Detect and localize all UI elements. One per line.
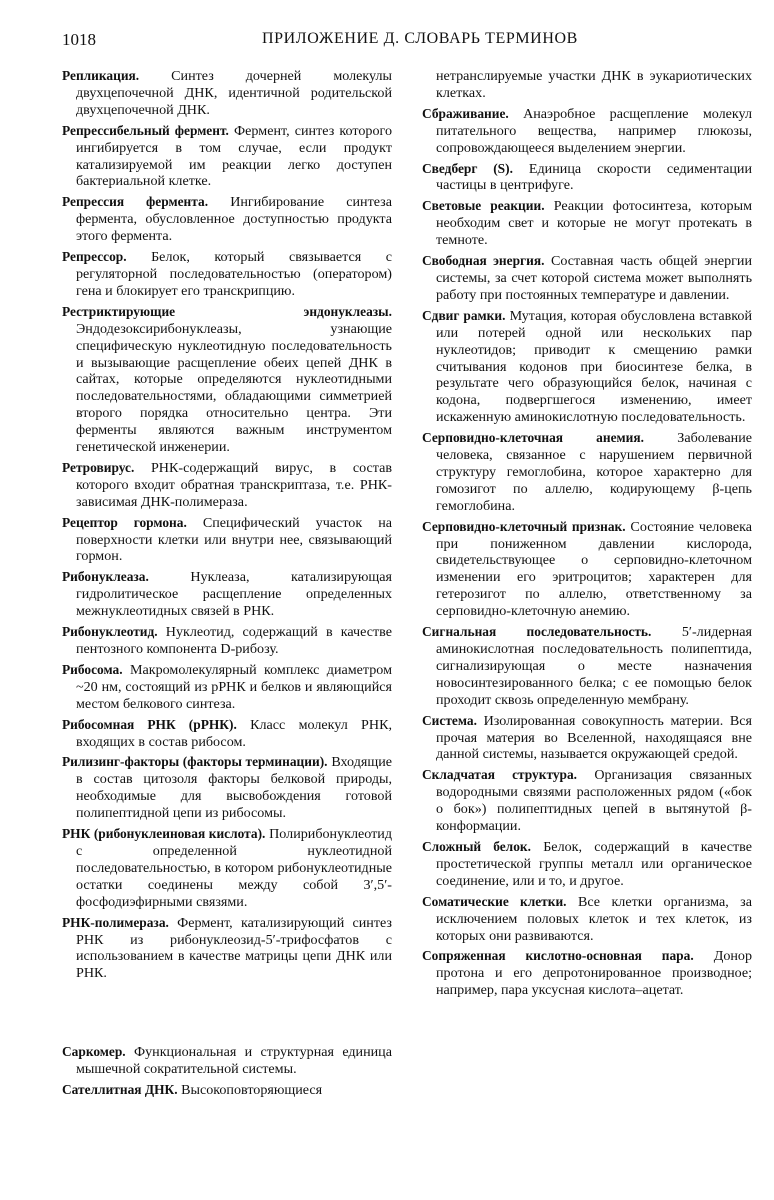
right-entries: [422, 68, 752, 999]
glossary-definition: Мутация, которая обусловлена вставкой или потерей одной или нескольких пар нуклеотидов; приводит к смещению рамки считывания кодонов при биосинтезе белка, в результате чего образующийся белок, начиная с кодона, подвергшегося изменению, имеет искаженную аминокислотную последовательность.: [436, 307, 752, 426]
glossary-entry: [62, 304, 392, 456]
glossary-definition: Входящие в состав цитозоля факторы белковой природы, необходимые для высвобождения готовой полипептидной цепи из рибосомы.: [76, 754, 392, 822]
glossary-definition: нетранслируемые участки ДНК в эукариотических клетках.: [436, 68, 752, 101]
glossary-definition: Все клетки организма, за исключением половых клеток и тех клеток, из которых они развиваются.: [436, 893, 752, 944]
left-column: [62, 68, 392, 1103]
glossary-entry: [62, 717, 392, 751]
glossary-definition: Специфический участок на поверхности клетки или внутри нее, связывающий гормон.: [76, 514, 392, 565]
page-header: [62, 30, 762, 52]
glossary-entry: [422, 430, 752, 515]
glossary-term: Серповидно-клеточная анемия.: [422, 430, 644, 446]
glossary-definition: Ингибирование синтеза фермента, обусловленное доступностью продукта этого фермента.: [76, 194, 392, 245]
glossary-entry: [62, 662, 392, 713]
glossary-entry: [62, 569, 392, 620]
glossary-entry: [422, 713, 752, 764]
glossary-term: Рибонуклеотид.: [62, 624, 158, 640]
glossary-definition: Класс молекул РНК, входящих в состав рибосом.: [76, 716, 392, 750]
glossary-entry: [62, 624, 392, 658]
glossary-entry: [62, 915, 392, 983]
glossary-definition: Состояние человека при пониженном давлении кислорода, свидетельствующее о серповидно-клеточном изменении его эритроцитов; характерен для гетерозигот по аллелю, ответственному за серповидно-клеточную анемию.: [436, 518, 752, 620]
glossary-entry: [62, 68, 392, 119]
glossary-term: Сведберг (S).: [422, 160, 513, 176]
glossary-entry: [422, 198, 752, 249]
glossary-term: Сбраживание.: [422, 105, 509, 121]
glossary-term: Свободная энергия.: [422, 253, 545, 269]
glossary-term: Рибонуклеаза.: [62, 569, 149, 585]
glossary-entry: [62, 123, 392, 191]
glossary-definition: Функциональная и структурная единица мышечной сократительной системы.: [76, 1044, 392, 1078]
glossary-term: Рестриктирующие эндонуклеазы.: [62, 303, 392, 319]
glossary-term: Рибосомная РНК (рРНК).: [62, 716, 237, 732]
glossary-entry: [62, 460, 392, 511]
left-entries: [62, 68, 392, 982]
glossary-definition: Единица скорости седиментации частицы в центрифуге.: [436, 160, 753, 194]
glossary-definition: Белок, содержащий в качестве простетической группы металл или органическое соединение, или и то, и другое.: [436, 838, 752, 889]
glossary-definition: Синтез дочерней молекулы двухцепочечной ДНК, идентичной родительской двухцепочечной ДНК.: [76, 68, 392, 118]
glossary-definition: Заболевание человека, связанное с нарушением первичной структуру гемоглобина, которое характерно для гомозигот по аллелю, кодирующему β-цепь гемоглобина.: [436, 430, 752, 514]
glossary-entry: [62, 826, 392, 911]
glossary-term: Рибосома.: [62, 661, 123, 677]
glossary-definition: Макромолекулярный комплекс диаметром ~20 нм, состоящий из рРНК и белков и являющийся местом белкового синтеза.: [76, 661, 392, 712]
glossary-entry: [422, 308, 752, 426]
glossary-definition: Белок, который связывается с регуляторной последовательностью (оператором) гена и блокирует его транскрипцию.: [76, 249, 392, 299]
glossary-definition: Нуклеотид, содержащий в качестве пентозного компонента D-рибозу.: [76, 624, 392, 657]
running-title: ПРИЛОЖЕНИЕ Д. СЛОВАРЬ ТЕРМИНОВ: [262, 30, 578, 47]
glossary-entry: [422, 68, 752, 102]
glossary-term: Система.: [422, 712, 477, 728]
glossary-term: РНК-полимераза.: [62, 914, 169, 930]
glossary-entry: [422, 894, 752, 945]
glossary-entry: [62, 1082, 392, 1099]
glossary-term: Сопряженная кислотно-основная пара.: [422, 948, 694, 964]
glossary-definition: Фермент, катализирующий синтез РНК из рибонуклеозид-5′-трифосфатов с использованием в качестве матрицы цепи ДНК или РНК.: [76, 914, 392, 982]
glossary-term: Ретровирус.: [62, 459, 135, 475]
glossary-term: Сателлитная ДНК.: [62, 1082, 178, 1098]
glossary-entry: [62, 1044, 392, 1078]
glossary-entry: [422, 839, 752, 890]
glossary-term: Соматические клетки.: [422, 893, 567, 909]
glossary-term: Сдвиг рамки.: [422, 307, 506, 323]
glossary-term: Репликация.: [62, 68, 140, 83]
glossary-entry: [62, 249, 392, 300]
glossary-entry: [422, 767, 752, 835]
glossary-entry: [422, 106, 752, 157]
glossary-term: Рецептор гормона.: [62, 514, 187, 530]
glossary-entry: [422, 519, 752, 620]
glossary-term: Серповидно-клеточный признак.: [422, 518, 626, 534]
glossary-term: Сигнальная последовательность.: [422, 624, 652, 640]
glossary-definition: Донор протона и его депротонированное производное; например, пара уксусная кислота–ацетат.: [436, 948, 752, 999]
glossary-definition: 5′-лидерная аминокислотная последовательность полипептида, сигнализирующая о месте назначения новосинтезированного белка; с ее помощью белок проходит сквозь определенную мембрану.: [436, 624, 752, 708]
right-column: [422, 68, 752, 1003]
glossary-term: Сложный белок.: [422, 838, 531, 854]
glossary-definition: Анаэробное расщепление молекул питательного вещества, например глюкозы, сопровождающееся выделением энергии.: [436, 105, 752, 156]
glossary-entry: [422, 253, 752, 304]
glossary-definition: Фермент, синтез которого ингибируется в том случае, если продукт катализируемой им реакции легко доступен бактериальной клетке.: [76, 122, 392, 190]
glossary-definition: Полирибонуклеотид с определенной нуклеотидной последовательностью, в котором рибонуклеотидные остатки соединены между собой 3′,5′-фосфодиэфирными связями.: [76, 826, 393, 910]
glossary-term: Рилизинг-факторы (факторы терминации).: [62, 754, 328, 770]
glossary-entry: [62, 194, 392, 245]
glossary-entry: [422, 948, 752, 999]
glossary-definition: Реакции фотосинтеза, которым необходим свет и которые не могут протекать в темноте.: [436, 198, 752, 249]
glossary-entry: [422, 624, 752, 709]
left-entries-after-gap: [62, 1044, 392, 1099]
glossary-term: Саркомер.: [62, 1044, 126, 1060]
glossary-entry: [62, 754, 392, 822]
glossary-entry: [62, 515, 392, 566]
glossary-definition: Эндодезоксирибонуклеазы, узнающие специфическую нуклеотидную последовательность и вызывающие расщепление обеих цепей ДНК в сайтах, которые определяются нуклеотидными последовательностями, обладающими симметрией второго порядка относительно центра. Эти ферменты являются важным инструментом генетической инженерии.: [76, 320, 392, 456]
page-number: 1018: [62, 30, 96, 49]
column-gap: [62, 986, 392, 1044]
glossary-definition: Изолированная совокупность материи. Вся прочая материя во Вселенной, находящаяся вне данной системы, называется окружающей средой.: [436, 712, 752, 763]
glossary-definition: Высокоповторяющиеся: [181, 1082, 323, 1099]
glossary-entry: [422, 161, 752, 195]
glossary-definition: Составная часть общей энергии системы, за счет которой система может выполнять работу при постоянных температуре и давлении.: [436, 253, 752, 303]
glossary-term: Репрессия фермента.: [62, 194, 209, 210]
glossary-term: Световые реакции.: [422, 198, 545, 214]
glossary-definition: Организация связанных водородными связями расположенных рядом («бок о бок») полипептидных цепей в вытянутой β-конформации.: [436, 767, 753, 835]
glossary-term: Репрессор.: [62, 249, 127, 265]
glossary-term: Репрессибельный фермент.: [62, 122, 229, 138]
glossary-definition: РНК-содержащий вирус, в состав которого входит обратная транскриптаза, т.е. РНК-зависимая ДНК-полимераза.: [76, 459, 392, 510]
glossary-term: РНК (рибонуклеиновая кислота).: [62, 826, 266, 842]
glossary-definition: Нуклеаза, катализирующая гидролитическое расщепление определенных межнуклеотидных связей в РНК.: [76, 569, 392, 620]
glossary-term: Складчатая структура.: [422, 767, 578, 783]
